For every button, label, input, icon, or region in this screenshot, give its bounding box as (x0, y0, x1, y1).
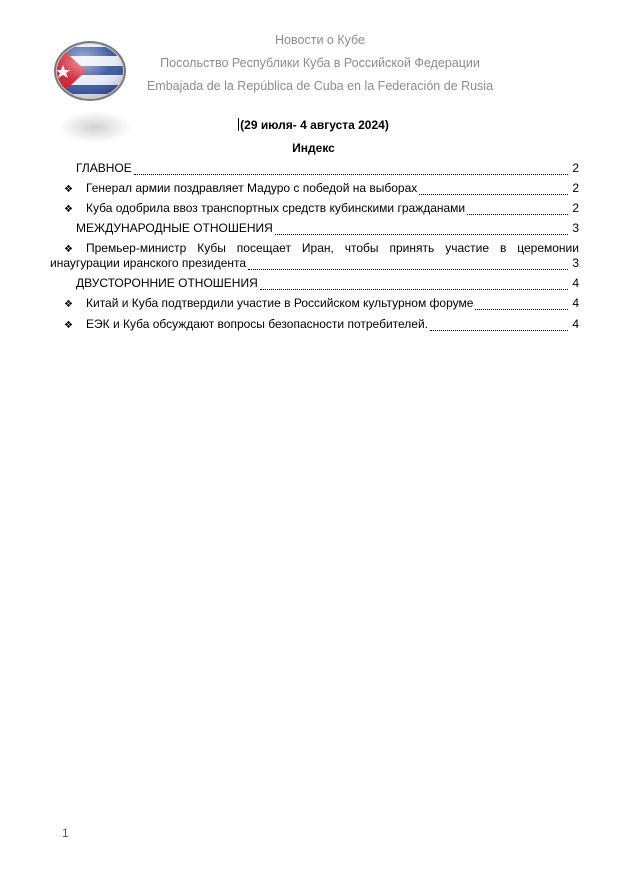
header-embassy-es: Embajada de la República de Cuba en la Federación de Rusia (146, 79, 494, 93)
toc-word: церемонии (517, 241, 579, 255)
toc-leader-dots (134, 164, 568, 175)
toc-page-number: 4 (572, 317, 579, 331)
diamond-bullet-icon: ❖ (64, 244, 73, 255)
toc-entry[interactable] (64, 296, 579, 311)
toc-leader-dots (419, 184, 568, 195)
toc-page-number: 3 (572, 256, 579, 270)
toc-entry-title-line2: инаугурации иранского президента (50, 256, 247, 270)
cuban-flag-emblem-icon (52, 39, 128, 103)
toc-entry-title-line1 (86, 241, 579, 256)
toc-entry[interactable] (64, 181, 579, 196)
toc-leader-dots (467, 204, 568, 215)
diamond-bullet-icon: ❖ (64, 320, 73, 331)
toc-page-number: 2 (572, 181, 579, 195)
toc-section-bilateral[interactable] (76, 276, 579, 291)
toc-page-number: 4 (572, 296, 579, 310)
toc-word: в (499, 241, 507, 255)
toc-word: Иран, (301, 241, 334, 255)
toc-entry-title: Куба одобрила ввоз транспортных средств кубинскими гражданами (86, 201, 466, 215)
toc-word: участие (445, 241, 489, 255)
toc-entry-title: ДВУСТОРОННИЕ ОТНОШЕНИЯ (76, 276, 258, 290)
diamond-bullet-icon: ❖ (64, 204, 73, 215)
page-number: 1 (62, 826, 69, 840)
toc-page-number: 3 (572, 221, 579, 235)
toc-leader-dots (275, 224, 568, 235)
toc-entry[interactable] (64, 201, 579, 216)
toc-entry-continuation[interactable] (50, 256, 579, 271)
toc-entry-title: ЕЭК и Куба обсуждают вопросы безопасности потребителей. (86, 317, 428, 331)
toc-entry-title: Китай и Куба подтвердили участие в Российском культурном форуме (86, 296, 474, 310)
header-embassy-ru: Посольство Республики Куба в Российской Федерации (160, 56, 480, 70)
toc-leader-dots (430, 320, 568, 331)
toc-page-number: 2 (572, 201, 579, 215)
toc-word: посещает (236, 241, 291, 255)
toc-leader-dots (260, 279, 568, 290)
index-title: Индекс (292, 141, 335, 155)
toc-entry-title: Генерал армии поздравляет Мадуро с победой на выборах (86, 181, 418, 195)
toc-section-international[interactable] (76, 221, 579, 236)
diamond-bullet-icon: ❖ (64, 184, 73, 195)
toc-section-main[interactable] (76, 161, 579, 176)
header-title: Новости о Кубе (275, 33, 365, 47)
toc-page-number: 2 (572, 161, 579, 175)
toc-leader-dots (475, 299, 568, 310)
toc-leader-dots (248, 259, 568, 270)
toc-word: Кубы (197, 241, 226, 255)
toc-word: принять (389, 241, 435, 255)
toc-entry-title: ГЛАВНОЕ (76, 161, 132, 175)
toc-entry-multiline[interactable] (64, 241, 579, 256)
period-text: (29 июля- 4 августа 2024) (240, 118, 389, 132)
diamond-bullet-icon: ❖ (64, 299, 73, 310)
toc-word: Премьер-министр (86, 241, 187, 255)
toc-entry[interactable] (64, 317, 579, 332)
period-heading (0, 118, 627, 132)
toc-entry-title: МЕЖДУНАРОДНЫЕ ОТНОШЕНИЯ (76, 221, 273, 235)
toc-page-number: 4 (572, 276, 579, 290)
toc-word: чтобы (344, 241, 379, 255)
